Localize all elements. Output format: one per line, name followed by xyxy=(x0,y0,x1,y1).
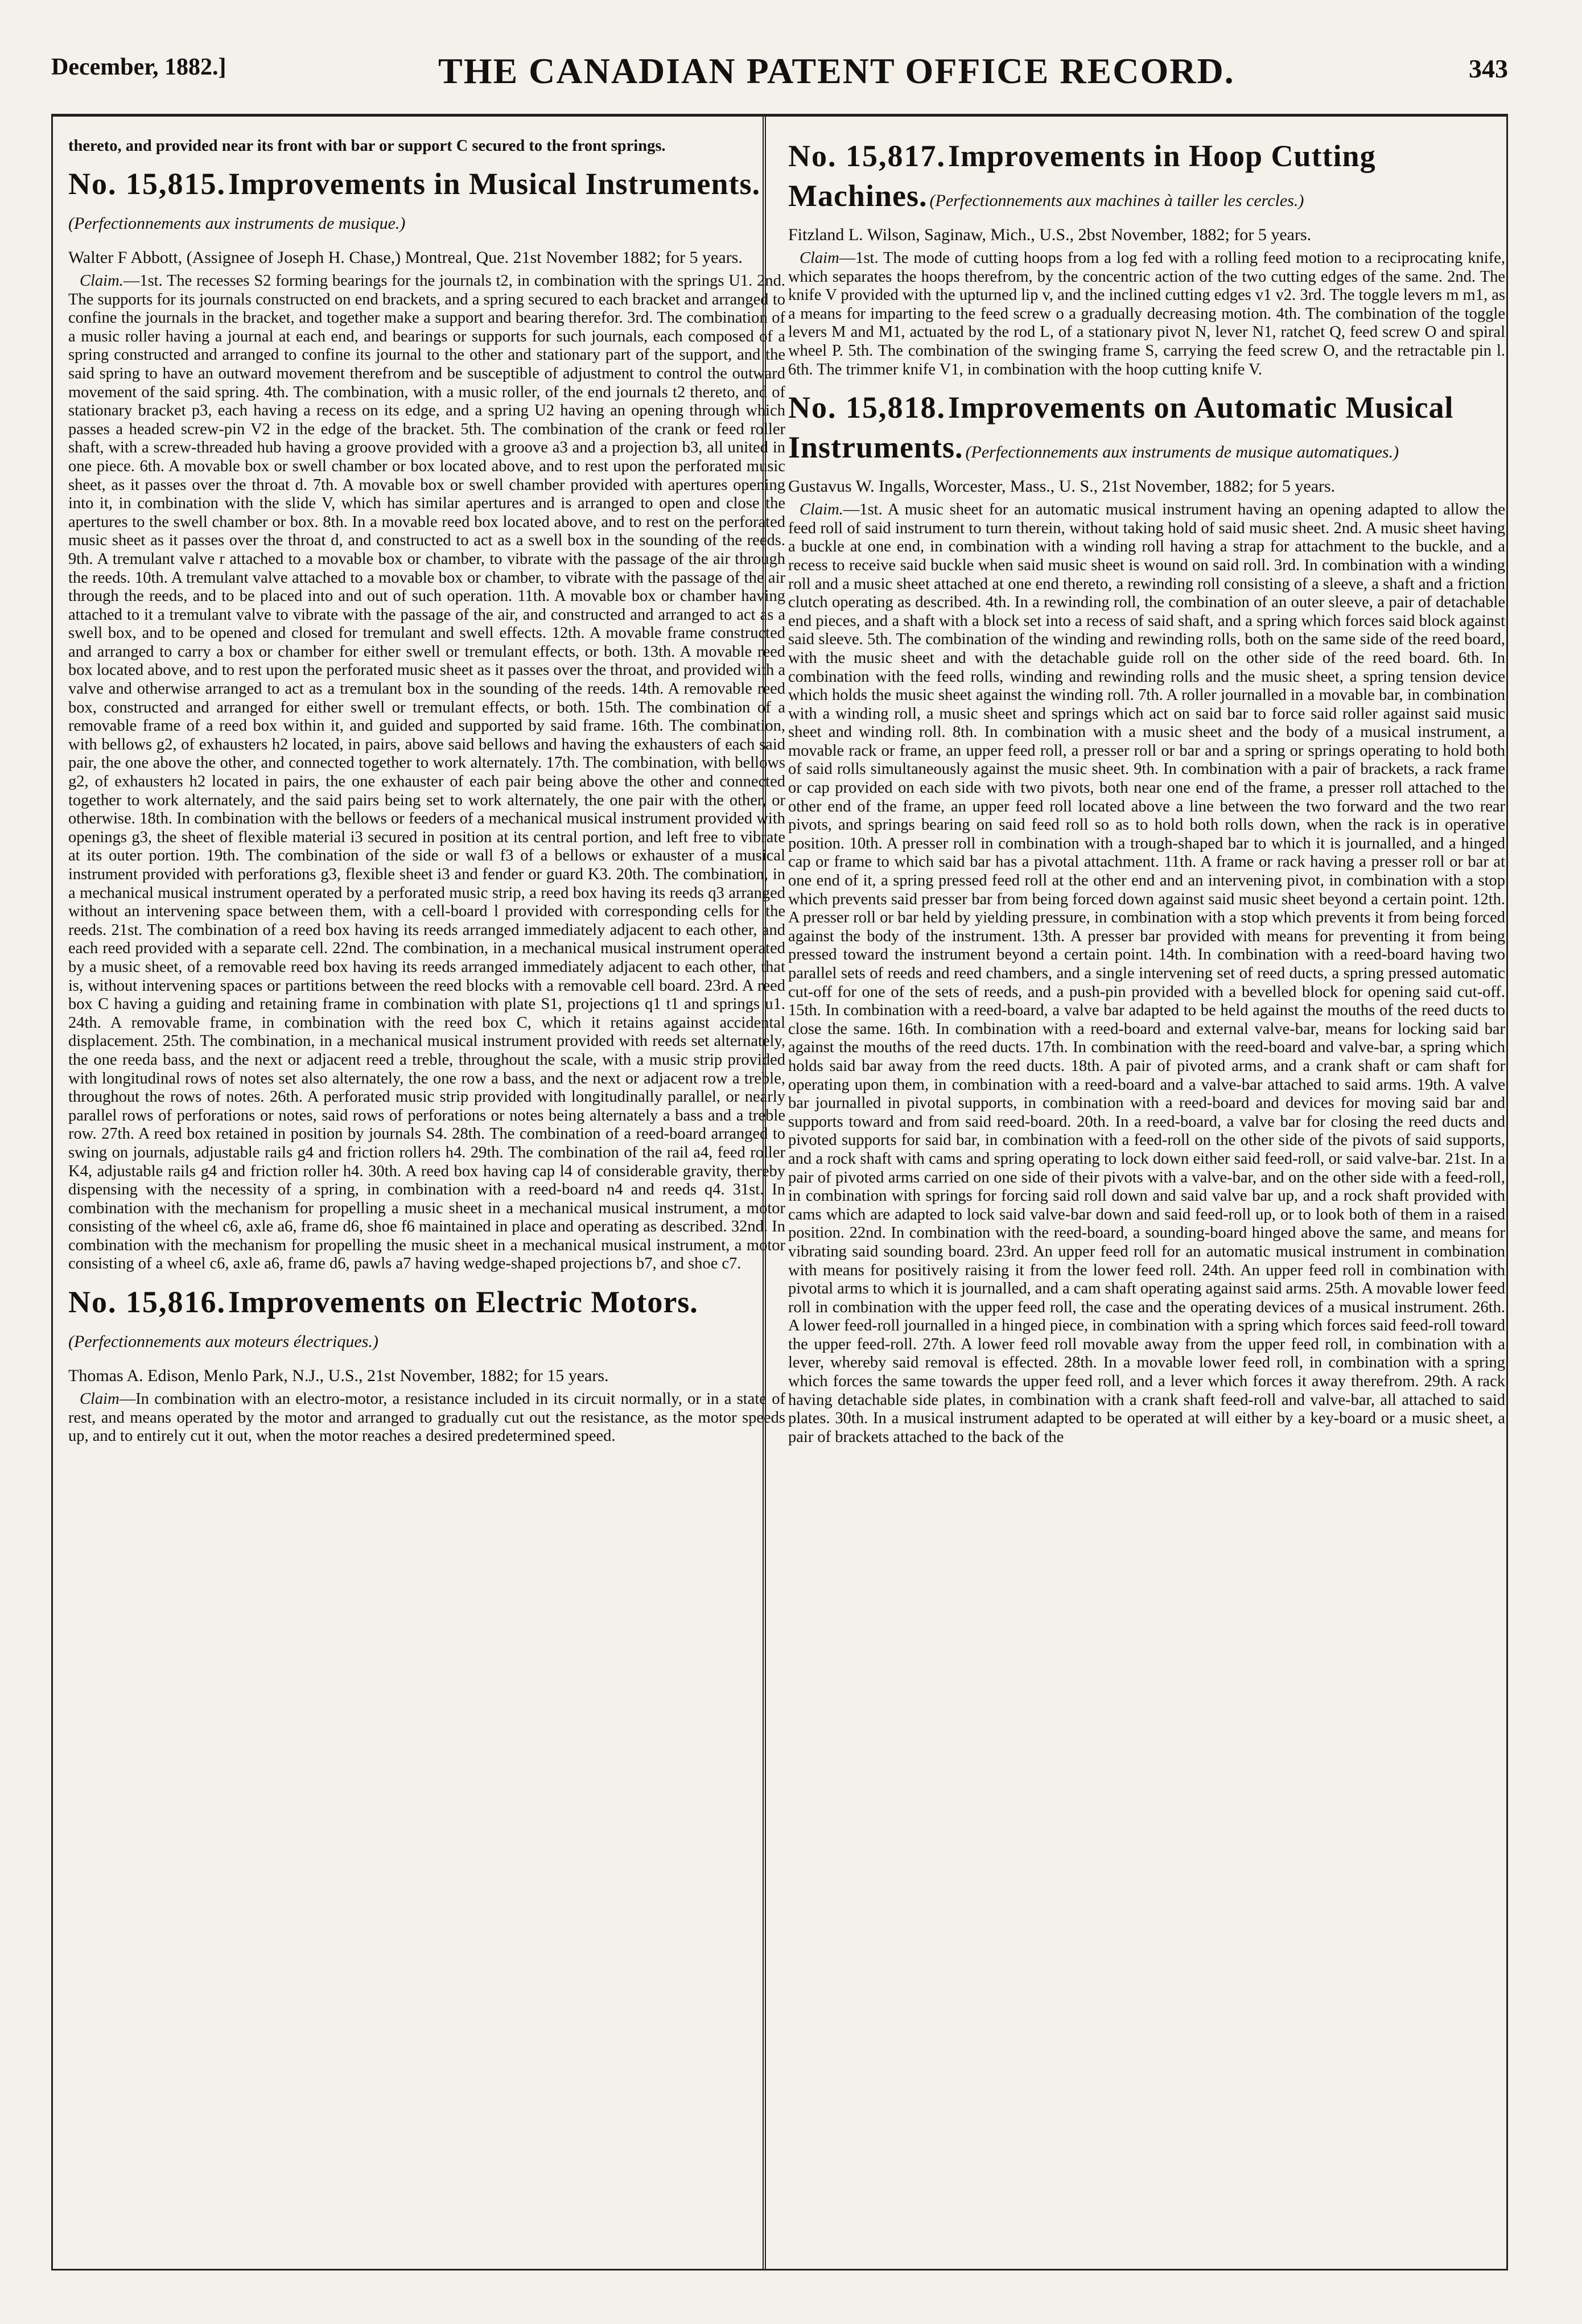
patent-title: Improvements on Electric Motors. xyxy=(228,1285,698,1320)
continued-text: thereto, and provided near its front with bar or support C secured to the front springs. xyxy=(68,137,666,155)
patent-number: No. 15,816. xyxy=(68,1285,226,1320)
page-number: 343 xyxy=(1469,54,1508,83)
patent-claims xyxy=(788,501,1505,1447)
publication-title: THE CANADIAN PATENT OFFICE RECORD. xyxy=(438,51,1235,91)
patent-french-title: (Perfectionnements aux machines à tailler les cercles.) xyxy=(929,191,1304,210)
claim-text: —1st. The recesses S2 forming bearings for the journals t2, in combination with the springs U1. 2nd. The supports for its journals constructed on end brackets, and a spring secured to each bracket and arranged to confine the journals in the bracket, and together make a support and bearing therefor. 3rd. The combination of a music roller having a journal at each end, and bearings or supports for such journals, each composed of a spring constructed and arranged to confine its journal to the other and stationary part of the support, and the said spring to have an outward movement therefrom and be susceptible of adjustment to control the outward movement of the said spring. 4th. The combination, with a music roller, of the end journals t2 thereto, and of stationary bracket p3, each having a recess on its edge, and a spring U2 having an opening through which passes a headed screw-pin V2 in the edge of the bracket. 5th. The combination of the crank or feed roller shaft, with a screw-threaded hub having a groove provided with a groove a3 and a projection b3, all united in one piece. 6th. A movable box or swell chamber or box located above, and to rest upon the perforated music sheet, as it passes over the throat d. 7th. A movable box or swell chamber provided with apertures opening into it, in combination with the slide V, which has similar apertures and is arranged to open and close the apertures to the swell chamber or box. 8th. In a movable reed box located above, and to rest on the perforated music sheet as it passes over the throat d, and constructed to act as a swell box in the sounding of the reeds. 9th. A tremulant valve r attached to a movable box or chamber, to vibrate with the passage of the air through the reeds. 10th. A tremulant valve attached to a movable box or chamber, to vibrate with the passage of the air through the reeds, and to be placed into and out of such operation. 11th. A movable box or chamber having attached to it a tremulant valve to vibrate with the passage of the air, and constructed and arranged to act as a swell box, and to be opened and closed for tremulant and swell effects. 12th. A movable frame constructed and arranged to carry a box or chamber for either swell or tremulant effects, or both. 13th. A movable reed box located above, and to rest upon the perforated music sheet as it passes over the throat, and provided with a valve and otherwise arranged to act as a tremulant box in the sounding of the reeds. 14th. A removable reed box, constructed and arranged for either swell or tremulant effects, or both. 15th. The combination of a removable frame of a reed box within it, and guided and supported by said frame. 16th. The combination, with bellows g2, of exhausters h2 located, in pairs, above said bellows and having the exhausters of each said pair, the one above the other, and connected together to work alternately. 17th. The combination, with bellows g2, of exhausters h2 located in pairs, the one exhauster of each pair being above the other and connected together to work alternately, and the said pairs being set to work alternately, the one pair with the other, or otherwise. 18th. In combination with the bellows or feeders of a mechanical musical instrument provided with openings g3, the sheet of flexible material i3 secured in position at its central portion, and left free to vibrate at its outer portion. 19th. The combination of the side or wall f3 of a bellows or exhauster of a musical instrument provided with perforations g3, flexible sheet i3 and fender or guard K3. 20th. The combination, in a mechanical musical instrument operated by a perforated music strip, a reed box having its reeds q3 arranged without an intervening space between them, with a cell-board l provided with corresponding cells for the reeds. 21st. The combination of a reed box having its reeds arranged immediately adjacent to each other, and each reed provided with a separate cell. 22nd. The combination, in a mechanical musical instrument operated by a music sheet, of a removable reed box having its reeds arranged immediately adjacent to each other, that is, without intervening spaces or partitions between the reed blocks with a removable cell board. 23rd. A reed box C having a guiding and retaining frame in combination with plate S1, projections q1 t1 and springs u1. 24th. A removable frame, in combination with the reed box C, which it retains against accidental displacement. 25th. The combination, in a mechanical musical instrument provided with reeds set alternately, the one reeda bass, and the next or adjacent reed a treble, throughout the scale, with a music strip provided with longitudinal rows of notes set also alternately, the one row a bass, and the next or adjacent row a treble, throughout the rows of notes. 26th. A perforated music strip provided with longitudinally parallel, or nearly parallel rows of perforations or notes, said rows of perforations or notes being alternately a bass and a treble row. 27th. A reed box retained in position by journals S4. 28th. The combination of a reed-board arranged to swing on journals, adjustable rails g4 and friction rollers h4. 29th. The combination of the rail a4, feed roller K4, adjustable rails g4 and friction roller h4. 30th. A reed box having cap l4 of considerable gravity, thereby dispensing with the necessity of a spring, in combination with a reed-board n4 and reeds q4. 31st. In combination with the mechanism for propelling a music sheet in a mechanical musical instrument, a motor consisting of the wheel c6, axle a6, frame d6, shoe f6 maintained in place and operating as described. 32nd. In combination with the mechanism for propelling the music sheet in a mechanical musical instrument, a motor consisting of a wheel c6, axle a6, frame d6, pawls a7 having wedge-shaped projections b7, and shoe c7. xyxy=(68,272,785,1273)
claim-label: Claim xyxy=(80,1390,120,1408)
patent-french-title: (Perfectionnements aux moteurs électriques.) xyxy=(68,1332,378,1351)
patent-entry-15816 xyxy=(68,1286,785,1446)
claim-label: Claim. xyxy=(800,501,843,519)
claim-text: —1st. The mode of cutting hoops from a log fed with a rolling feed motion to a reciprocating knife, which separates the hoops therefrom, by the concentric action of the two cutting edges of the same. 2nd. The knife V provided with the upturned lip v, and the inclined cutting edges v1 v2. 3rd. The toggle levers m m1, as a means for imparting to the feed screw o a gradually decreasing motion. 4th. The combination of the toggle levers M and M1, actuated by the rod L, of a stationary pivot N, lever N1, ratchet Q, feed screw O and spiral wheel P. 5th. The combination of the swinging frame S, carrying the feed screw O, and the retractable pin l. 6th. The trimmer knife V1, in combination with the hoop cutting knife V. xyxy=(788,249,1505,378)
page-header xyxy=(51,50,1508,101)
patent-claims xyxy=(68,1390,785,1446)
patent-heading xyxy=(788,392,1505,471)
patent-number: No. 15,818. xyxy=(788,390,946,425)
patent-french-title: (Perfectionnements aux instruments de musique automatiques.) xyxy=(965,443,1399,462)
patent-applicant: Thomas A. Edison, Menlo Park, N.J., U.S., 21st November, 1882; for 15 years. xyxy=(68,1366,609,1386)
patent-heading xyxy=(788,140,1505,220)
patent-title: Improvements on Automatic Musical Instruments. xyxy=(788,390,1454,465)
issue-date: December, 1882.] xyxy=(51,54,226,80)
patent-title: Improvements in Hoop Cutting Machines. xyxy=(788,139,1376,213)
patent-entry-15817 xyxy=(788,140,1505,379)
patent-claims xyxy=(788,249,1505,379)
patent-french-title: (Perfectionnements aux instruments de musique.) xyxy=(68,214,406,233)
left-column xyxy=(68,137,785,2259)
claim-label: Claim xyxy=(800,249,839,267)
patent-number: No. 15,817. xyxy=(788,139,946,173)
patent-number: No. 15,815. xyxy=(68,167,226,201)
patent-title: Improvements in Musical Instruments. xyxy=(228,167,761,201)
patent-heading xyxy=(68,1286,785,1361)
right-column xyxy=(788,137,1505,2259)
patent-claims xyxy=(68,272,785,1274)
claim-label: Claim. xyxy=(80,272,123,290)
patent-applicant: Walter F Abbott, (Assignee of Joseph H. Chase,) Montreal, Que. 21st November 1882; for 5 years. xyxy=(68,248,743,267)
claim-text: —In combination with an electro-motor, a resistance included in its circuit normally, or in a state of rest, and means operated by the motor and arranged to gradually cut out the resistance, as the motor speeds up, and to entirely cut it out, when the motor reaches a desired predetermined speed. xyxy=(68,1390,785,1445)
patent-applicant: Gustavus W. Ingalls, Worcester, Mass., U. S., 21st November, 1882; for 5 years. xyxy=(788,477,1336,496)
patent-entry-15815 xyxy=(68,168,785,1274)
claim-text: —1st. A music sheet for an automatic musical instrument having an opening adapted to allow the feed roll of said instrument to turn therein, without taking hold of said music sheet. 2nd. A music sheet having a buckle at one end, in combination with a winding roll having a strap for attachment to the buckle, and a recess to receive said buckle when said music sheet is wound on said roll. 3rd. In combination with a winding roll and a music sheet attached at one end thereto, a rewinding roll consisting of a sleeve, a shaft and a friction clutch operating as described. 4th. In a rewinding roll, the combination of an outer sleeve, a pair of detachable end pieces, and a shaft with a block set into a recess of said shaft, and a spring which forces said block against said sleeve. 5th. The combination of the winding and rewinding rolls, both on the same side of the reed board, with the music sheet and with the detachable guide roll on the other side of the reed board. 6th. In combination with the feed rolls, winding and rewinding rolls and the music sheet, a spring tension device which holds the music sheet against the winding roll. 7th. A roller journalled in a movable bar, in combination with a winding roll, a music sheet and springs which act on said bar to force said roller against said music sheet and winding roll. 8th. In combination with a music sheet and the body of a musical instrument, a movable rack or frame, an upper feed roll, a presser roll or bar and a spring or springs operating to hold both of said rolls simultaneously against the music sheet. 9th. In combination with a pair of brackets, a rack frame or cap provided on each side with two pivots, both near one end of the frame, a presser roll attached to the other end of the frame, an upper feed roll located above a line between the two forward and the two rear pivots, and springs bearing on said feed roll so as to hold both rolls down, when the rack is in operative position. 10th. A presser roll in combination with a trough-shaped bar to which it is journalled, and a hinged cap or frame to which said bar has a pivotal attachment. 11th. A frame or rack having a presser roll or bar at one end of it, a spring pressed feed roll at the other end and an intervening pivot, in combination with a stop which prevents said presser bar from being forced down against said music sheet beyond a certain point. 12th. A presser roll or bar held by yielding pressure, in combination with a stop which prevents it from being forced against the body of the instrument. 13th. A presser bar provided with means for preventing it from being pressed toward the instrument beyond a certain point. 14th. In combination with a reed-board having two parallel sets of reeds and reed chambers, and a single intervening set of reed ducts, a spring pressed automatic cut-off for one of the sets of reeds, and a push-pin provided with a bevelled block for opening said cut-off. 15th. In combination with a reed-board, a valve bar adapted to be held against the mouths of the reed ducts to close the same. 16th. In combination with a reed-board and external valve-bar, means for locking said bar against the mouths of the reed ducts. 17th. In combination with the reed-board and valve-bar, a spring which holds said bar away from the reed ducts. 18th. A pair of pivoted arms, and a crank shaft or cam shaft for operating upon them, in combination with a reed-board and a valve-bar attached to said arms. 19th. A valve bar journalled in pivotal supports, in combination with a reed-board and devices for moving said bar and supports toward and from said reed-board. 20th. In a reed-board, a valve bar for closing the reed ducts and pivoted supports for said bar, in combination with a feed-roll on the other side of the pivots of said supports, and a rock shaft with cams and spring operating to lock down either said feed-roll, or said valve-bar. 21st. In a pair of pivoted arms carried on one side of their pivots with a valve-bar, and on the other side with a feed-roll, in combination with springs for forcing said roll down and said valve bar up, and a rock shaft provided with cams which are adapted to lock said valve-bar down and said feed-roll up, or to look both of them in a raised position. 22nd. In combination with the reed-board, a sounding-board hinged above the same, and means for vibrating said sounding board. 23rd. An upper feed roll for an automatic musical instrument in combination with means for positively raising it from the lower feed roll. 24th. An upper feed roll in combination with pivotal arms to which it is journalled, and a cam shaft operating against said arms. 25th. A movable lower feed roll in combination with the upper feed roll, the case and the operating devices of a musical instrument. 26th. A lower feed-roll journalled in a hinged piece, in combination with a spring which forces said feed-roll toward the upper feed-roll. 27th. A lower feed roll movable away from the upper feed roll, in combination with a lever, whereby said removal is effected. 28th. In a movable lower feed roll, in combination with a spring which forces the same towards the upper feed roll, and a lever which forces it away therefrom. 29th. A rack having detachable side plates, in combination with a crank shaft feed-roll and valve-bar, all attached to said plates. 30th. In a musical instrument adapted to be operated at will either by a key-board or a music sheet, a pair of brackets attached to the back of the xyxy=(788,501,1505,1446)
patent-heading xyxy=(68,168,785,242)
patent-entry-15818 xyxy=(788,392,1505,1447)
patent-applicant: Fitzland L. Wilson, Saginaw, Mich., U.S., 2bst November, 1882; for 5 years. xyxy=(788,225,1312,244)
